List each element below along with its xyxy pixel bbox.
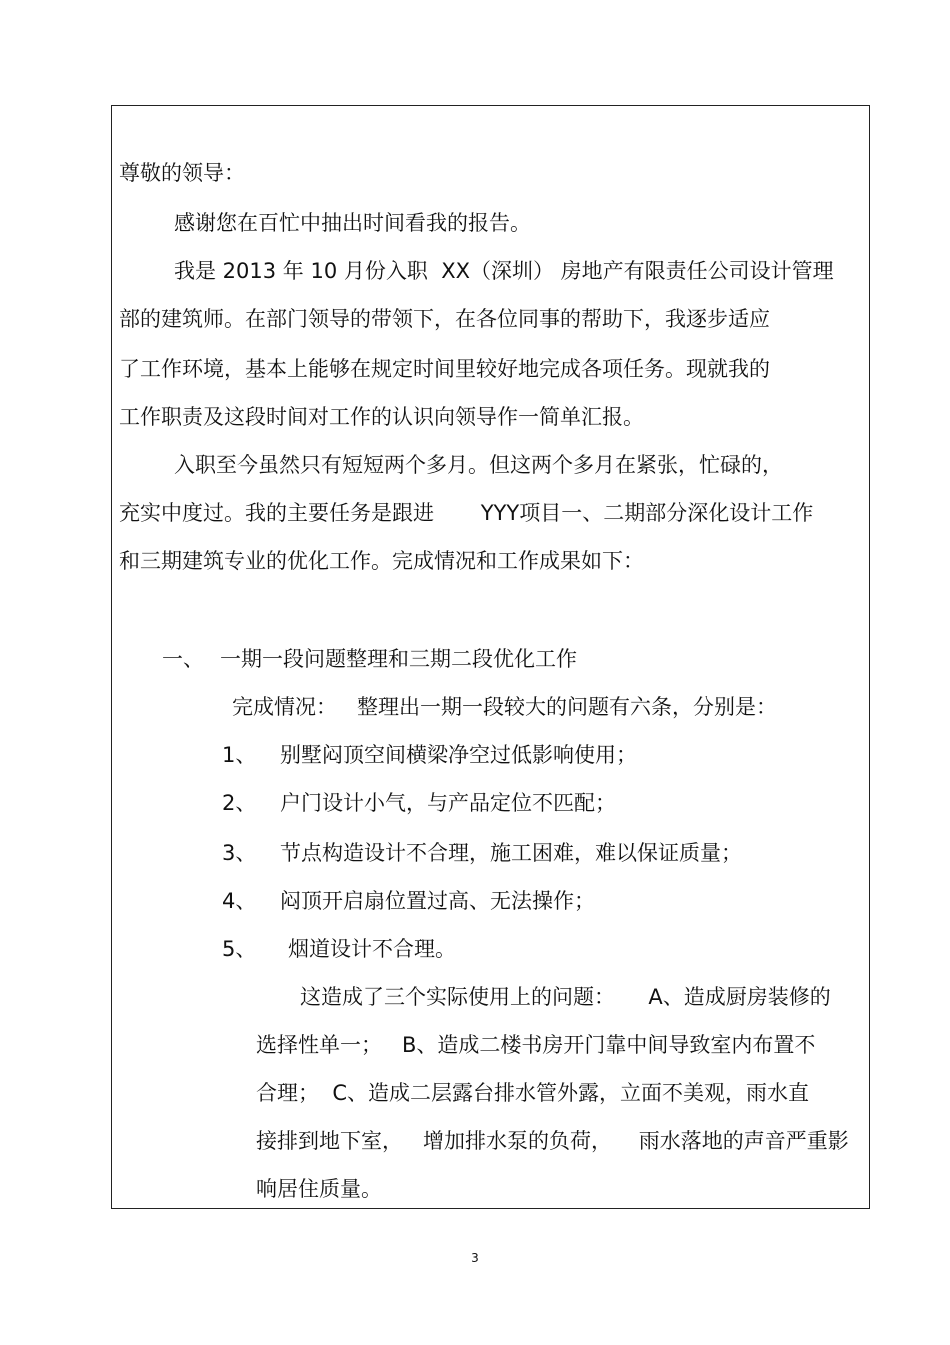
salutation: 尊敬的领导： — [119, 161, 245, 185]
list-item-text: 别墅闷顶空间横梁净空过低影响使用； — [280, 743, 637, 767]
list-item-number: 5、 — [222, 937, 257, 961]
consequence-line: 响居住质量。 — [256, 1177, 382, 1201]
list-item-text: 烟道设计不合理。 — [288, 937, 456, 961]
paragraph-line: 了工作环境，基本上能够在规定时间里较好地完成各项任务。现就我的 — [119, 357, 770, 381]
list-item-number: 1、 — [222, 743, 257, 767]
status-line: 完成情况： 整理出一期一段较大的问题有六条，分别是： — [232, 695, 778, 719]
paragraph-line: 我是 2013 年 10 月份入职 XX（深圳） 房地产有限责任公司设计管理 — [174, 259, 834, 283]
list-item-text: 户门设计小气，与产品定位不匹配； — [280, 791, 616, 815]
paragraph-line: 和三期建筑专业的优化工作。完成情况和工作成果如下： — [119, 549, 644, 573]
consequence-line: 这造成了三个实际使用上的问题： A、造成厨房装修的 — [300, 985, 831, 1009]
paragraph-line: 工作职责及这段时间对工作的认识向领导作一简单汇报。 — [119, 405, 644, 429]
consequence-line: 合理； C、造成二层露台排水管外露，立面不美观，雨水直 — [256, 1081, 810, 1105]
list-item-number: 2、 — [222, 791, 257, 815]
paragraph-line: 入职至今虽然只有短短两个多月。但这两个多月在紧张，忙碌的， — [174, 453, 783, 477]
paragraph-line: 感谢您在百忙中抽出时间看我的报告。 — [174, 211, 531, 235]
consequence-line: 选择性单一； B、造成二楼书房开门靠中间导致室内布置不 — [256, 1033, 816, 1057]
list-item-number: 4、 — [222, 889, 257, 913]
list-item-text: 节点构造设计不合理，施工困难，难以保证质量； — [280, 841, 742, 865]
paragraph-line: 充实中度过。我的主要任务是跟进 YYY项目一、二期部分深化设计工作 — [119, 501, 814, 525]
list-item-text: 闷顶开启扇位置过高、无法操作； — [280, 889, 595, 913]
section-number: 一、 — [162, 647, 204, 671]
consequence-line: 接排到地下室， 增加排水泵的负荷， 雨水落地的声音严重影 — [256, 1129, 849, 1153]
section-title: 一期一段问题整理和三期二段优化工作 — [220, 647, 577, 671]
paragraph-line: 部的建筑师。在部门领导的带领下，在各位同事的帮助下，我逐步适应 — [119, 307, 770, 331]
page-number: 3 — [471, 1251, 479, 1265]
list-item-number: 3、 — [222, 841, 257, 865]
